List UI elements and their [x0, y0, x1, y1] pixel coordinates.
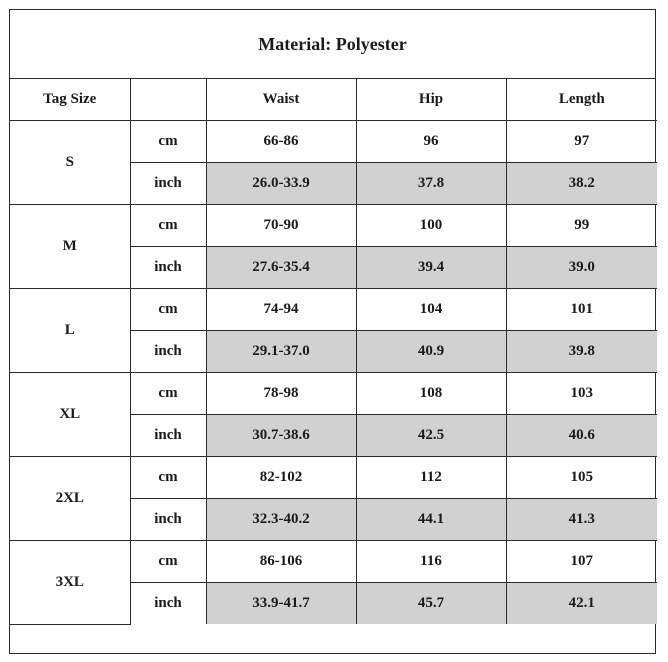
size-table [10, 79, 657, 625]
length-cm-cell: 103 [506, 373, 657, 415]
length-inch-cell: 40.6 [506, 415, 657, 457]
waist-inch-cell: 32.3-40.2 [206, 499, 356, 541]
length-inch-cell: 39.8 [506, 331, 657, 373]
header-waist: Waist [206, 79, 356, 121]
hip-inch-cell: 44.1 [356, 499, 506, 541]
unit-inch-cell: inch [130, 499, 206, 541]
waist-inch-cell: 30.7-38.6 [206, 415, 356, 457]
table-row [10, 541, 657, 583]
unit-inch-cell: inch [130, 163, 206, 205]
chart-title: Material: Polyester [10, 10, 655, 79]
table-row [10, 457, 657, 499]
waist-inch-cell: 27.6-35.4 [206, 247, 356, 289]
waist-cm-cell: 86-106 [206, 541, 356, 583]
tag-size-cell: 3XL [10, 541, 130, 625]
tag-size-cell: L [10, 289, 130, 373]
length-inch-cell: 41.3 [506, 499, 657, 541]
waist-cm-cell: 82-102 [206, 457, 356, 499]
length-cm-cell: 101 [506, 289, 657, 331]
hip-cm-cell: 104 [356, 289, 506, 331]
unit-cm-cell: cm [130, 205, 206, 247]
waist-inch-cell: 26.0-33.9 [206, 163, 356, 205]
hip-inch-cell: 45.7 [356, 583, 506, 625]
waist-inch-cell: 33.9-41.7 [206, 583, 356, 625]
tag-size-cell: M [10, 205, 130, 289]
length-inch-cell: 42.1 [506, 583, 657, 625]
unit-inch-cell: inch [130, 331, 206, 373]
hip-cm-cell: 100 [356, 205, 506, 247]
size-chart [9, 9, 656, 654]
hip-cm-cell: 96 [356, 121, 506, 163]
header-length: Length [506, 79, 657, 121]
table-row [10, 205, 657, 247]
hip-inch-cell: 40.9 [356, 331, 506, 373]
unit-cm-cell: cm [130, 289, 206, 331]
length-inch-cell: 38.2 [506, 163, 657, 205]
table-row [10, 121, 657, 163]
hip-inch-cell: 39.4 [356, 247, 506, 289]
waist-inch-cell: 29.1-37.0 [206, 331, 356, 373]
waist-cm-cell: 74-94 [206, 289, 356, 331]
unit-inch-cell: inch [130, 247, 206, 289]
unit-cm-cell: cm [130, 541, 206, 583]
tag-size-cell: 2XL [10, 457, 130, 541]
hip-cm-cell: 108 [356, 373, 506, 415]
waist-cm-cell: 78-98 [206, 373, 356, 415]
tag-size-cell: S [10, 121, 130, 205]
length-cm-cell: 99 [506, 205, 657, 247]
length-cm-cell: 107 [506, 541, 657, 583]
header-row [10, 79, 657, 121]
hip-inch-cell: 42.5 [356, 415, 506, 457]
unit-cm-cell: cm [130, 121, 206, 163]
table-row [10, 289, 657, 331]
hip-cm-cell: 112 [356, 457, 506, 499]
waist-cm-cell: 66-86 [206, 121, 356, 163]
header-unit [130, 79, 206, 121]
waist-cm-cell: 70-90 [206, 205, 356, 247]
unit-cm-cell: cm [130, 457, 206, 499]
length-cm-cell: 97 [506, 121, 657, 163]
header-hip: Hip [356, 79, 506, 121]
hip-inch-cell: 37.8 [356, 163, 506, 205]
unit-inch-cell: inch [130, 583, 206, 625]
tag-size-cell: XL [10, 373, 130, 457]
hip-cm-cell: 116 [356, 541, 506, 583]
unit-cm-cell: cm [130, 373, 206, 415]
length-inch-cell: 39.0 [506, 247, 657, 289]
length-cm-cell: 105 [506, 457, 657, 499]
table-row [10, 373, 657, 415]
header-tag-size: Tag Size [10, 79, 130, 121]
unit-inch-cell: inch [130, 415, 206, 457]
